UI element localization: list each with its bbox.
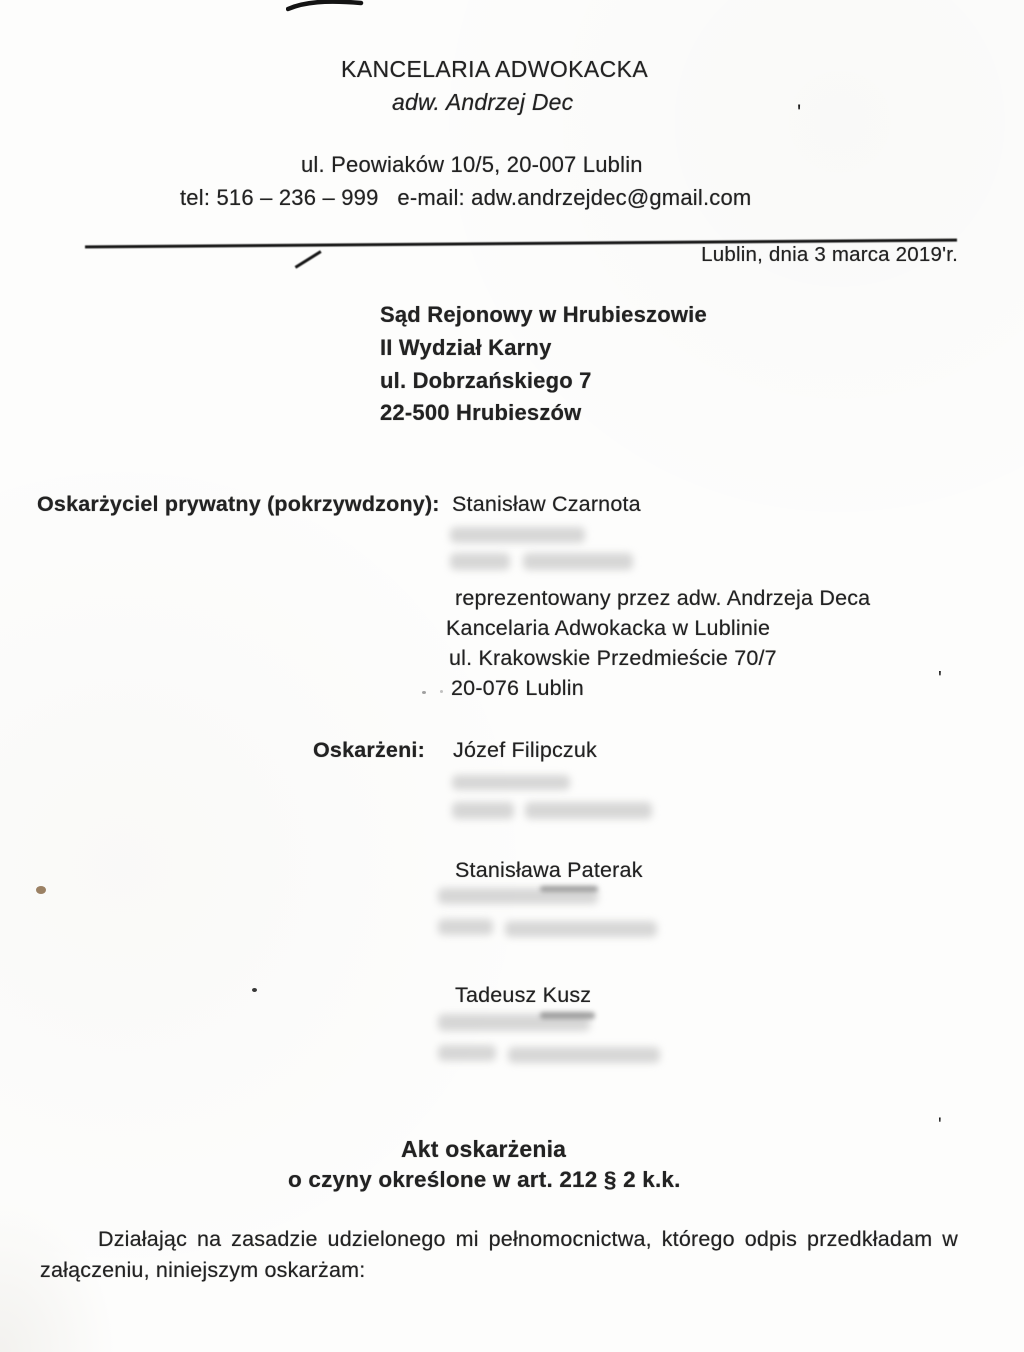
document-title-line-2: o czyny określone w art. 212 § 2 k.k. — [288, 1167, 681, 1192]
representation-line-3: ul. Krakowskie Przedmieście 70/7 — [449, 646, 777, 670]
dateline: Lublin, dnia 3 marca 2019'r. — [701, 243, 958, 266]
scan-speck — [252, 988, 257, 992]
letterhead-office-name: KANCELARIA ADWOKACKA — [341, 56, 649, 82]
scan-speck-apostrophe: ' — [938, 1115, 942, 1136]
scan-artifact-stroke — [286, 0, 364, 12]
scan-speck — [440, 690, 443, 693]
representation-line-4: 20-076 Lublin — [451, 676, 584, 700]
redacted-address-line — [452, 802, 514, 819]
redacted-address-line — [525, 802, 652, 819]
letterhead-contact: tel: 516 – 236 – 999 e-mail: adw.andrzejdec@gmail.com — [180, 185, 752, 210]
redacted-address-line — [438, 1045, 496, 1061]
private-prosecutor-label: Oskarżyciel prywatny (pokrzywdzony): — [37, 492, 440, 516]
redacted-address-line — [523, 553, 633, 570]
redacted-address-line — [540, 886, 598, 892]
redacted-address-line — [508, 1047, 660, 1063]
private-prosecutor-name: Stanisław Czarnota — [452, 492, 641, 516]
court-division: II Wydział Karny — [380, 335, 552, 360]
court-street: ul. Dobrzańskiego 7 — [380, 368, 592, 393]
court-city: 22-500 Hrubieszów — [380, 400, 582, 425]
slash-artifact — [295, 250, 322, 268]
accused-name-2: Stanisława Paterak — [455, 858, 643, 882]
redacted-address-line — [450, 527, 585, 543]
scan-speck — [422, 691, 426, 694]
letterhead-attorney-name: adw. Andrzej Dec — [392, 89, 574, 115]
redacted-address-line — [450, 553, 510, 570]
representation-line-2: Kancelaria Adwokacka w Lublinie — [446, 616, 771, 640]
court-name: Sąd Rejonowy w Hrubieszowie — [380, 302, 707, 327]
redacted-address-line — [452, 775, 570, 790]
representation-line-1: reprezentowany przez adw. Andrzeja Deca — [455, 586, 871, 610]
document-title-line-1: Akt oskarżenia — [401, 1136, 567, 1162]
redacted-address-line — [438, 919, 493, 935]
redacted-address-line — [505, 921, 657, 937]
scan-speck-apostrophe: ' — [797, 100, 802, 125]
accused-name-1: Józef Filipczuk — [453, 738, 597, 762]
accused-label: Oskarżeni: — [313, 738, 425, 762]
body-paragraph: Działając na zasadzie udzielonego mi pełnomocnictwa, którego odpis przedkładam w załączeniu, niniejszym oskarżam: — [40, 1227, 958, 1282]
letterhead-address: ul. Peowiaków 10/5, 20-007 Lublin — [301, 152, 643, 177]
ink-spot — [36, 886, 46, 894]
redacted-address-line — [540, 1012, 595, 1019]
scan-speck-apostrophe: ' — [938, 668, 942, 690]
accused-name-3: Tadeusz Kusz — [455, 983, 592, 1007]
